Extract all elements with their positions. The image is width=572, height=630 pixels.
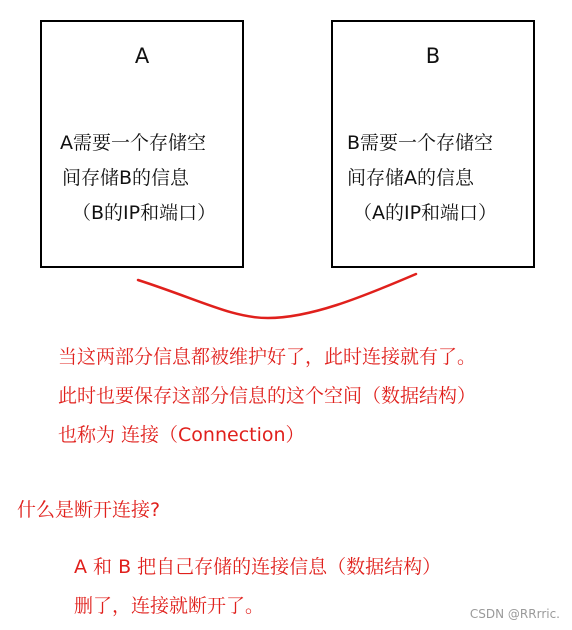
host-b-line: （A的IP和端口）	[353, 202, 498, 224]
disconnect-question: 什么是断开连接?	[17, 499, 161, 521]
disconnect-line: 删了，连接就断开了。	[74, 595, 265, 617]
disconnect-line: A 和 B 把自己存储的连接信息（数据结构）	[74, 556, 442, 578]
disconnect-explanation	[74, 548, 441, 626]
host-a-line: （B的IP和端口）	[72, 202, 217, 224]
connection-explanation	[58, 338, 476, 455]
csdn-watermark: CSDN @RRrric.	[469, 607, 560, 621]
host-a-line: A需要一个存储空	[60, 132, 206, 154]
host-b-line: 间存储A的信息	[347, 167, 474, 189]
red-brace-curve	[138, 274, 416, 318]
host-b-title: B	[425, 44, 441, 68]
connection-line: 此时也要保存这部分信息的这个空间（数据结构）	[58, 385, 477, 407]
host-a-title: A	[134, 44, 150, 68]
host-a-line: 间存储B的信息	[62, 167, 190, 189]
connection-line: 当这两部分信息都被维护好了，此时连接就有了。	[58, 346, 477, 368]
connection-line: 也称为 连接（Connection）	[58, 424, 305, 446]
host-b-line: B需要一个存储空	[347, 132, 494, 154]
